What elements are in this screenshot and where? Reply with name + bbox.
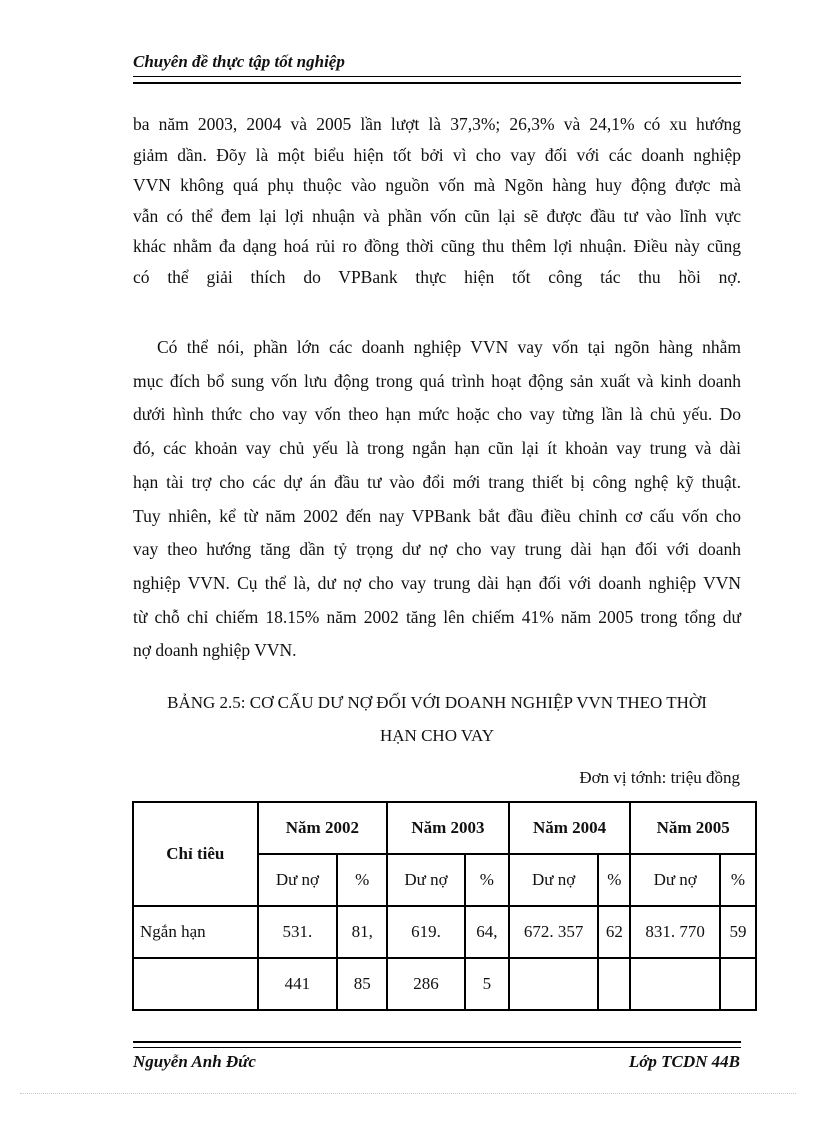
text-line: giảm dần. Đõy là một biểu hiện tốt bởi vì cho vay đối với các doanh nghiệp	[133, 144, 741, 165]
year-header: Năm 2005	[630, 802, 756, 854]
criteria-header: Chỉ tiêu	[133, 802, 258, 906]
table-row	[133, 906, 756, 958]
table-cell: 831. 770	[630, 906, 720, 958]
table-row	[133, 958, 756, 1010]
table-cell: 59	[720, 906, 756, 958]
text-line: đó, các khoản vay chủ yếu là trong ngắn hạn cũn lại ít khoản vay trung và dài	[133, 438, 741, 459]
table-cell: 85	[337, 958, 387, 1010]
paragraph-1	[133, 109, 741, 292]
footer-author: Nguyễn Anh Đức	[133, 1052, 256, 1071]
table-cell: 286	[387, 958, 465, 1010]
text-line: từ chỗ chỉ chiếm 18.15% năm 2002 tăng lên chiếm 41% năm 2005 trong tổng dư	[133, 606, 741, 627]
table-unit-note: Đơn vị tớnh: triệu đồng	[579, 768, 740, 787]
table-header-row	[133, 802, 756, 854]
table-cell	[720, 958, 756, 1010]
table-cell: 5	[465, 958, 509, 1010]
page-bottom-dotted-line	[20, 1093, 796, 1094]
table-caption-continued: HẠN CHO VAY	[380, 726, 494, 745]
text-line: Có thể nói, phần lớn các doanh nghiệp VVN vay vốn tại ngõn hàng nhằm	[157, 337, 741, 357]
table-cell: 64,	[465, 906, 509, 958]
table-cell: 441	[258, 958, 338, 1010]
text-line: mục đích bổ sung vốn lưu động trong quá trình hoạt động sản xuất và kinh doanh	[133, 370, 741, 391]
year-header: Năm 2002	[258, 802, 388, 854]
table-cell: 62	[598, 906, 630, 958]
percent-subheader: %	[465, 854, 509, 906]
text-line: VVN không quá phụ thuộc vào nguồn vốn mà Ngõn hàng huy động được mà	[133, 175, 741, 195]
debt-structure-table	[132, 801, 757, 1011]
text-line-last: nợ doanh nghiệp VVN.	[133, 640, 297, 661]
table-cell: 619.	[387, 906, 465, 958]
debt-subheader: Dư nợ	[509, 854, 599, 906]
percent-subheader: %	[337, 854, 387, 906]
header-double-rule	[133, 76, 741, 84]
year-header: Năm 2003	[387, 802, 509, 854]
text-line: dưới hình thức cho vay vốn theo hạn mức hoặc cho vay từng lần là chủ yếu. Do	[133, 404, 741, 425]
text-line: nghiệp VVN. Cụ thể là, dư nợ cho vay trung dài hạn đối với doanh nghiệp VVN	[133, 572, 741, 593]
table-cell: 531.	[258, 906, 338, 958]
footer-double-rule	[133, 1041, 741, 1048]
text-line: khác nhằm đa dạng hoá rủi ro đồng thời cũng thu thêm lợi nhuận. Điều này cũng	[133, 236, 741, 256]
percent-subheader: %	[598, 854, 630, 906]
table-cell	[509, 958, 599, 1010]
text-line: có thể giải thích do VPBank thực hiện tốt công tác thu hồi nợ.	[133, 266, 741, 287]
table-cell	[598, 958, 630, 1010]
text-line: Tuy nhiên, kể từ năm 2002 đến nay VPBank bắt đầu điều chỉnh cơ cấu vốn cho	[133, 505, 741, 526]
debt-subheader: Dư nợ	[387, 854, 465, 906]
table-cell: 672. 357	[509, 906, 599, 958]
footer-class: Lớp TCDN 44B	[628, 1052, 740, 1071]
table-cell: 81,	[337, 906, 387, 958]
text-line: ba năm 2003, 2004 và 2005 lần lượt là 37,3%; 26,3% và 24,1% có xu hướng	[133, 114, 741, 134]
table-caption: BẢNG 2.5: CƠ CẤU DƯ NỢ ĐỐI VỚI DOANH NGHIỆP VVN THEO THỜI	[167, 693, 707, 712]
debt-subheader: Dư nợ	[630, 854, 720, 906]
page-header-title: Chuyên đề thực tập tốt nghiệp	[133, 52, 345, 71]
text-line: vay theo hướng tăng dần tỷ trọng dư nợ cho vay trung dài hạn đối với doanh	[133, 539, 741, 560]
text-line: hạn tài trợ cho các dự án đầu tư vào đổi mới trang thiết bị công nghệ kỹ thuật.	[133, 471, 741, 492]
row-label	[133, 958, 258, 1010]
table-cell	[630, 958, 720, 1010]
row-label: Ngắn hạn	[133, 906, 258, 958]
year-header: Năm 2004	[509, 802, 631, 854]
paragraph-2	[133, 331, 741, 668]
text-line: vẫn có thể đem lại lợi nhuận và phần vốn cũn lại sẽ được đầu tư vào lĩnh vực	[133, 205, 741, 226]
debt-subheader: Dư nợ	[258, 854, 338, 906]
percent-subheader: %	[720, 854, 756, 906]
